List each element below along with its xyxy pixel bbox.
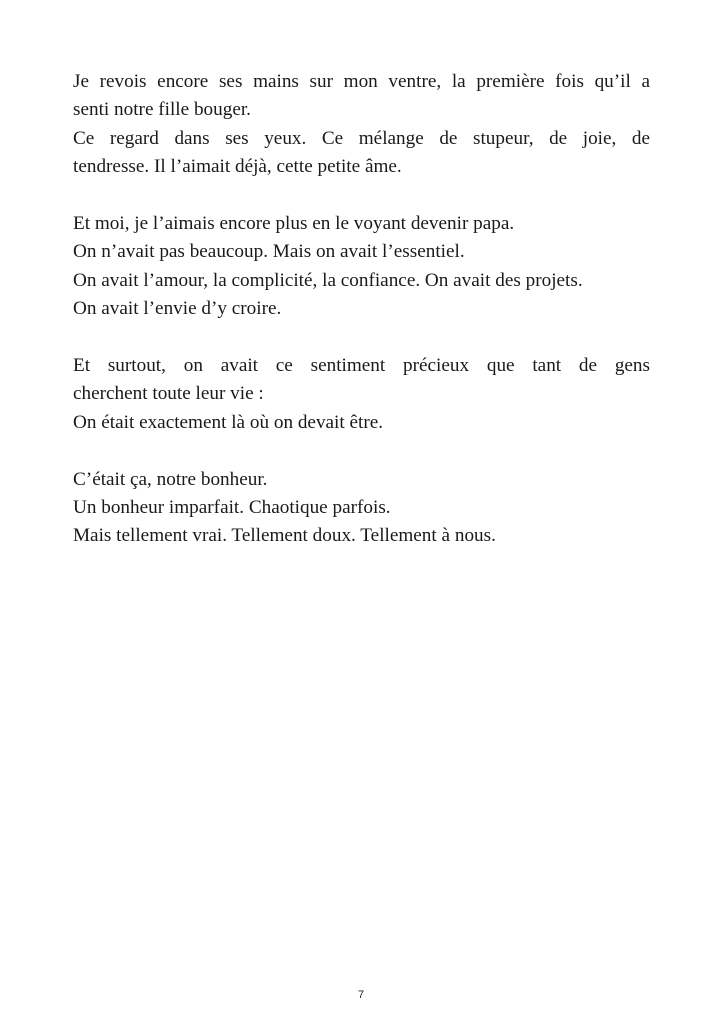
page-number: 7 (357, 989, 365, 1001)
text-line: Mais tellement vrai. Tellement doux. Tellement à nous. (73, 525, 496, 547)
paragraph-3 (73, 352, 650, 437)
text-line: tendresse. Il l’aimait déjà, cette petite âme. (73, 156, 402, 178)
text-line: C’était ça, notre bonheur. (73, 468, 268, 490)
text-line: Et moi, je l’aimais encore plus en le voyant devenir papa. (73, 213, 515, 235)
text-line: Je revois encore ses mains sur mon ventre, la première fois qu’il a (73, 71, 650, 92)
paragraph-2 (73, 210, 650, 324)
text-line: Un bonheur imparfait. Chaotique parfois. (73, 497, 391, 519)
paragraph-4 (73, 466, 650, 551)
body-text (73, 68, 650, 579)
paragraph-1 (73, 68, 650, 182)
text-line: On avait l’amour, la complicité, la confiance. On avait des projets. (73, 269, 583, 291)
text-line: Et surtout, on avait ce sentiment précieux que tant de gens (73, 355, 650, 377)
text-line: On était exactement là où on devait être. (73, 411, 384, 433)
text-line: Ce regard dans ses yeux. Ce mélange de stupeur, de joie, de (73, 127, 650, 149)
text-line: cherchent toute leur vie : (73, 383, 264, 405)
text-line: On n’avait pas beaucoup. Mais on avait l’essentiel. (73, 241, 465, 263)
text-line: On avait l’envie d’y croire. (73, 298, 282, 320)
text-line: senti notre fille bouger. (73, 99, 251, 121)
